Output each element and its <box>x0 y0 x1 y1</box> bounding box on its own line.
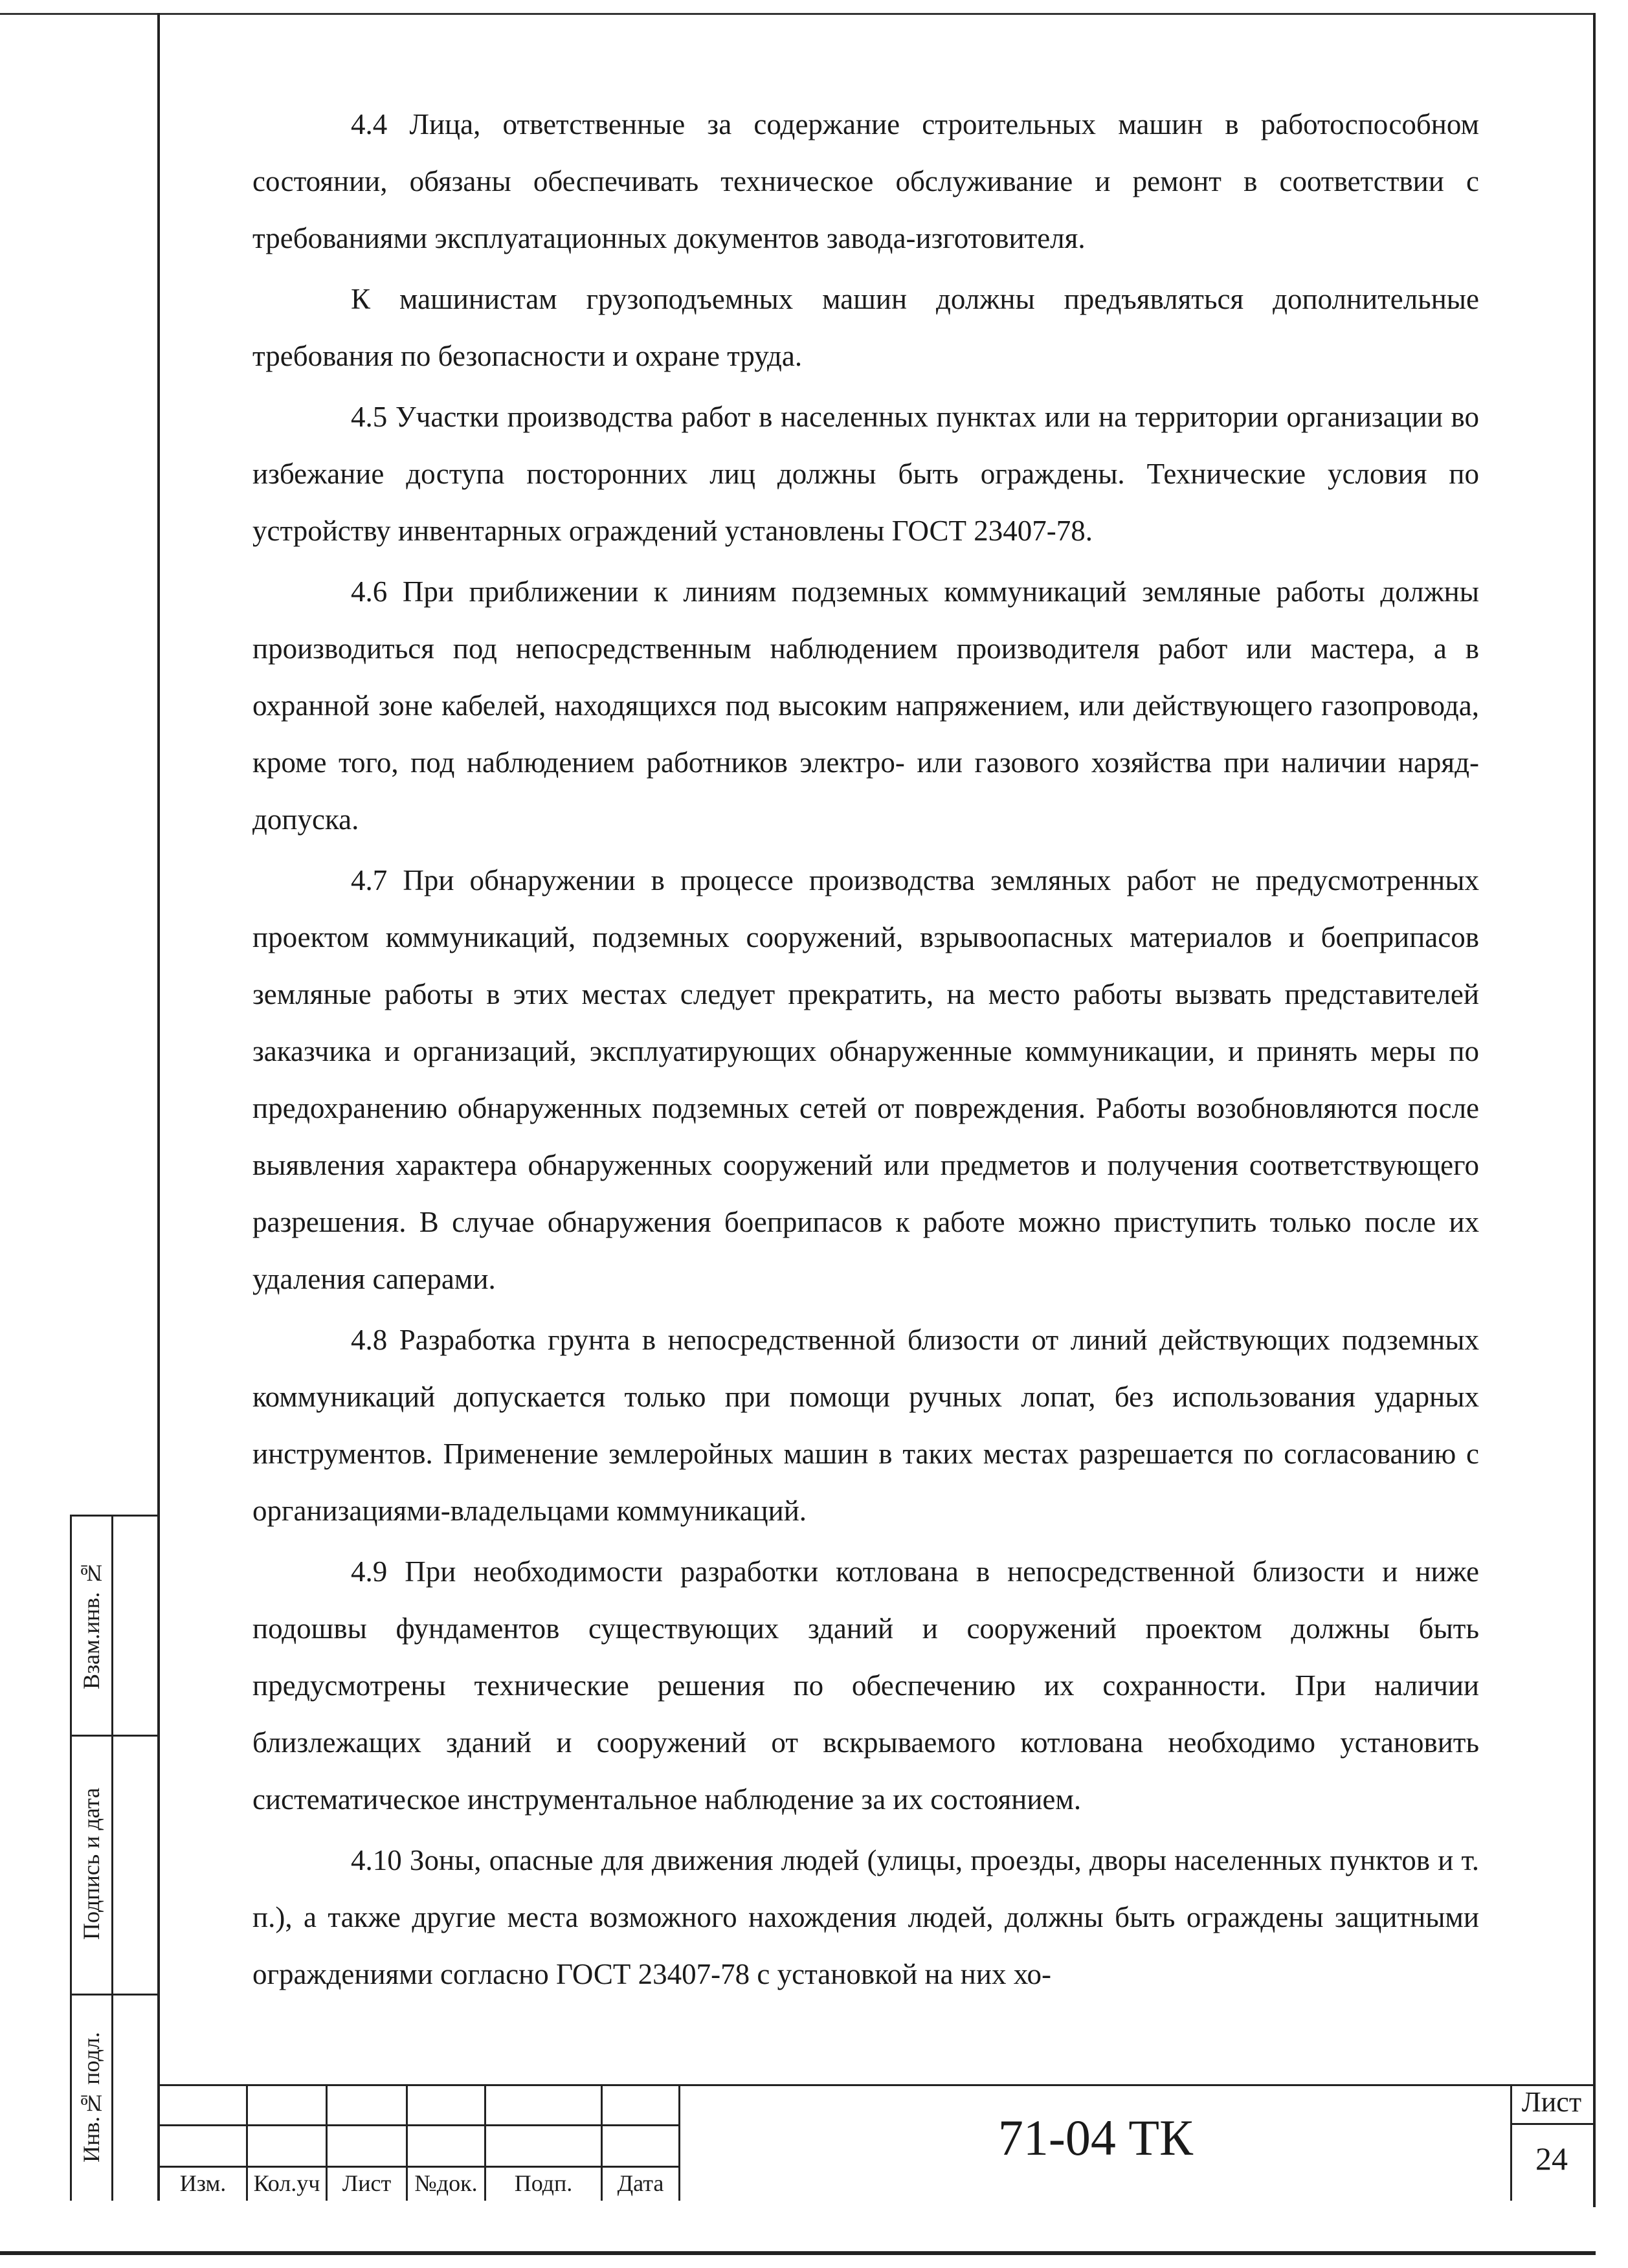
label-kol-uch: Кол.уч <box>253 2170 320 2196</box>
paragraph-4-9: 4.9 При необходимости разработки котлована в непосредственной близости и ниже подошвы фундаментов существующих зданий и сооружений проектом должны быть предусмотрены технические решения по обеспечению их сохранности. При наличии близлежащих зданий и сооружений от вскрываемого котлована необходимо установить систематическое инструментальное наблюдение за их состоянием. <box>252 1555 1479 1816</box>
label-izm: Изм. <box>179 2170 227 2196</box>
sidebar-label-podpis-data: Подпись и дата <box>78 1788 104 1940</box>
document-code: 71-04 ТК <box>998 2109 1194 2166</box>
sidebar-outer-line <box>70 1515 72 2201</box>
sidebar-divider <box>70 1515 159 1517</box>
label-list: Лист <box>342 2170 392 2196</box>
title-block-sheet-line <box>1510 2123 1594 2125</box>
label-data: Дата <box>617 2170 664 2196</box>
label-ndok: №док. <box>414 2170 478 2196</box>
sheet-number: 24 <box>1535 2140 1568 2177</box>
paragraph-4-6: 4.6 При приближении к линиям подземных коммуникаций земляные работы должны производиться под непосредственным наблюдением производителя работ или мастера, а в охранной зоне кабелей, находящихся под высоким напряжением, или действующего газопровода, кроме того, под наблюдением работников электро- или газового хозяйства при наличии наряд-допуска. <box>252 575 1479 836</box>
label-podp: Подп. <box>514 2170 573 2196</box>
title-block-top-line <box>159 2084 1594 2086</box>
sheet-label: Лист <box>1521 2086 1582 2118</box>
paragraph-4-4: 4.4 Лица, ответственные за содержание строительных машин в работоспособном состоянии, обязаны обеспечивать техническое обслуживание и ремонт в соответствии с требованиями эксплуатационных документов завода-изготовителя. <box>252 108 1479 254</box>
sidebar-label-inv-podl: Инв.№ подл. <box>78 2032 104 2162</box>
paragraph-4-8: 4.8 Разработка грунта в непосредственной близости от линий действующих подземных коммуникаций допускается только при помощи ручных лопат, без использования ударных инструментов. Применение землеройных машин в таких местах разрешается по согласованию с организациями-владельцами коммуникаций. <box>252 1324 1479 1527</box>
paragraph-4-4-cont: К машинистам грузоподъемных машин должны предъявляться дополнительные требования по безопасности и охране труда. <box>252 283 1479 372</box>
document-body <box>252 96 1479 2003</box>
sidebar-label-vzam-inv: Взам.инв. № <box>78 1560 104 1689</box>
frame-bottom-border <box>0 2251 1596 2255</box>
sidebar-divider <box>70 1735 159 1737</box>
frame-right-border <box>1593 13 1596 2207</box>
sidebar-divider <box>70 1994 159 1996</box>
frame-left-border <box>157 13 160 2201</box>
paragraph-4-7: 4.7 При обнаружении в процессе производства земляных работ не предусмотренных проектом коммуникаций, подземных сооружений, взрывоопасных материалов и боеприпасов земляные работы в этих местах следует прекратить, на место работы вызвать представителей заказчика и организаций, эксплуатирующих обнаруженные коммуникации, и принять меры по предохранению обнаруженных подземных сетей от повреждения. Работы возобновляются после выявления характера обнаруженных сооружений или предметов и получения соответствующего разрешения. В случае обнаружения боеприпасов к работе можно приступить только после их удаления саперами. <box>252 864 1479 1295</box>
frame-top-border <box>0 13 1596 15</box>
sidebar-inner-line <box>111 1515 113 2201</box>
paragraph-4-10: 4.10 Зоны, опасные для движения людей (улицы, проезды, дворы населенных пунктов и т. п.), а также другие места возможного нахождения людей, должны быть ограждены защитными ограждениями согласно ГОСТ 23407-78 с установкой на них хо- <box>252 1844 1479 1990</box>
paragraph-4-5: 4.5 Участки производства работ в населенных пунктах или на территории организации во избежание доступа посторонних лиц должны быть ограждены. Технические условия по устройству инвентарных ограждений установлены ГОСТ 23407-78. <box>252 401 1479 547</box>
